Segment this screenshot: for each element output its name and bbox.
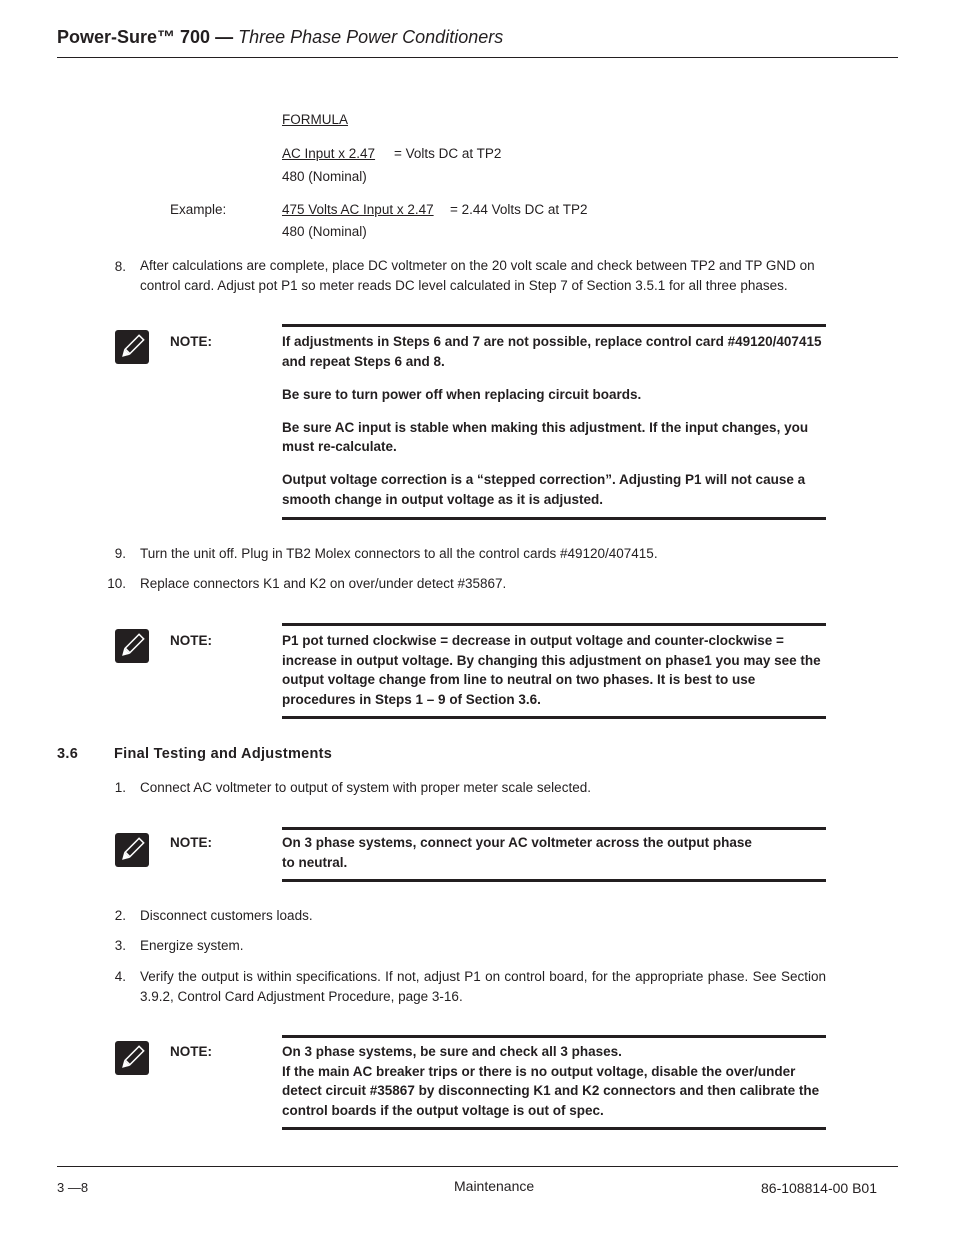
step-number: 3. <box>114 938 126 953</box>
step-text: Turn the unit off. Plug in TB2 Molex connectors to all the control cards #49120/407415. <box>140 546 658 561</box>
note-paragraph: Be sure to turn power off when replacing circuit boards. <box>282 386 642 402</box>
product-subtitle: Three Phase Power Conditioners <box>238 27 504 47</box>
step-text: Verify the output is within specifications. If not, adjust P1 on control board, for the appropriate phase. See Section 3.9.2, Control Card Adjustment Procedure, page 3-16. <box>140 969 826 1004</box>
note-label: NOTE: <box>170 835 212 850</box>
step-number: 8. <box>114 259 126 274</box>
section-title: Final Testing and Adjustments <box>114 746 333 762</box>
doc-number: 86-108814-00 B01 <box>761 1180 877 1196</box>
note-bottom-rule <box>282 517 826 520</box>
formula-numerator: AC Input x 2.47 <box>282 146 376 161</box>
note-pencil-icon <box>115 833 149 867</box>
step-text: After calculations are complete, place DC voltmeter on the 20 volt scale and check between TP2 and TP GND on control card. Adjust pot P1 so meter reads DC level calculated in Step 7 of Section 3.5.1 for all three phases. <box>140 258 815 293</box>
note-pencil-icon <box>115 629 149 663</box>
note-body <box>282 833 826 872</box>
step-number: 1. <box>114 780 126 795</box>
note-bottom-rule <box>282 716 826 719</box>
note-line: On 3 phase systems, connect your AC voltmeter across the output phase <box>282 835 752 850</box>
note-pencil-icon <box>115 330 149 364</box>
note-paragraph: If adjustments in Steps 6 and 7 are not possible, replace control card #49120/407415 and repeat Steps 6 and 8. <box>282 334 822 369</box>
example-result: = 2.44 Volts DC at TP2 <box>450 202 588 217</box>
note-body: P1 pot turned clockwise = decrease in output voltage and counter-clockwise = increase in output voltage. By changing this adjustment on phase1 you may see the output voltage change from line to neutral on two phases. It is best to use procedures in Steps 1 – 9 of Section 3.6. <box>282 633 821 707</box>
note-line: On 3 phase systems, be sure and check all 3 phases. <box>282 1044 622 1059</box>
note-label: NOTE: <box>170 633 212 648</box>
note-top-rule <box>282 623 826 626</box>
note-bottom-rule <box>282 879 826 882</box>
note-line: to neutral. <box>282 854 348 870</box>
note-top-rule <box>282 827 826 830</box>
note-pencil-icon <box>115 1041 149 1075</box>
step-text: Connect AC voltmeter to output of system with proper meter scale selected. <box>140 780 591 795</box>
product-name: Power-Sure™ 700 — <box>57 27 234 47</box>
note-body <box>282 332 826 509</box>
formula-denominator: 480 (Nominal) <box>282 169 367 184</box>
example-denominator: 480 (Nominal) <box>282 224 367 239</box>
note-top-rule <box>282 1035 826 1038</box>
footer-rule <box>57 1166 898 1167</box>
footer-section: Maintenance <box>454 1178 535 1194</box>
formula-label: FORMULA <box>282 112 349 127</box>
step-number: 9. <box>114 546 126 561</box>
step-text: Energize system. <box>140 938 244 953</box>
note-body <box>282 1042 826 1120</box>
note-paragraph: Be sure AC input is stable when making this adjustment. If the input changes, you must re-calculate. <box>282 419 809 454</box>
step-number: 10. <box>107 576 126 591</box>
page-header-title <box>57 27 503 48</box>
header-rule <box>57 57 898 58</box>
step-number: 4. <box>114 969 126 984</box>
note-bottom-rule <box>282 1127 826 1130</box>
note-top-rule <box>282 324 826 327</box>
formula-result: = Volts DC at TP2 <box>394 146 502 161</box>
step-number: 2. <box>114 908 126 923</box>
page-number: 3 —8 <box>57 1180 89 1195</box>
step-text: Replace connectors K1 and K2 on over/under detect #35867. <box>140 576 507 591</box>
note-label: NOTE: <box>170 334 212 349</box>
example-numerator: 475 Volts AC Input x 2.47 <box>282 202 434 217</box>
example-label: Example: <box>170 202 227 217</box>
note-paragraph: Output voltage correction is a “stepped correction”. Adjusting P1 will not cause a smooth change in output voltage as it is adjusted. <box>282 472 806 507</box>
note-label: NOTE: <box>170 1044 212 1059</box>
note-line: If the main AC breaker trips or there is no output voltage, disable the over/under detect circuit #35867 by disconnecting K1 and K2 connectors and then calibrate the control boards if the output voltage is out of spec. <box>282 1063 820 1118</box>
step-text: Disconnect customers loads. <box>140 908 313 923</box>
section-number: 3.6 <box>57 746 79 762</box>
